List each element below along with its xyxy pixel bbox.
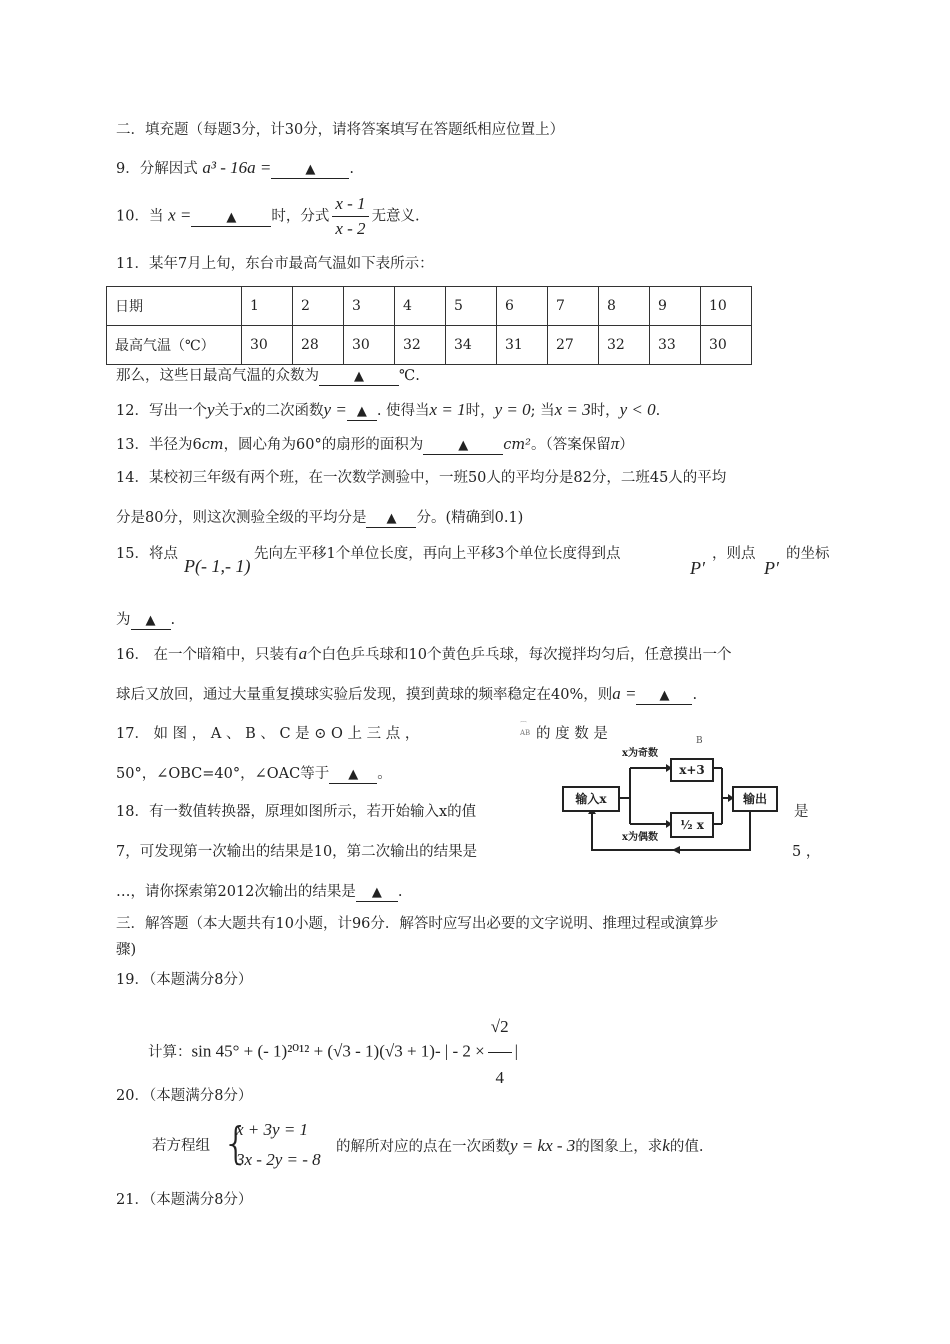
table-cell: 30 xyxy=(701,326,752,365)
table-row xyxy=(107,326,752,365)
q13-text-d: ） xyxy=(619,437,634,453)
q18-line3 xyxy=(116,882,403,902)
table-cell: 8 xyxy=(599,287,650,326)
q11-after: 那么，这些日最高气温的众数为 xyxy=(116,368,319,384)
flow-op-even-box: ½ x xyxy=(670,812,714,838)
table-cell: 34 xyxy=(446,326,497,365)
q17-line2-text: 50°，∠OBC=40°，∠OAC等于 xyxy=(116,766,330,782)
q10-denominator: x - 2 xyxy=(335,219,366,238)
q12-x: x xyxy=(243,400,252,419)
q15-p-prime-2: P′ xyxy=(764,558,779,578)
q9-expression: a³ - 16a = xyxy=(202,158,272,177)
q16-var: a xyxy=(298,644,308,663)
q19-expr: sin 45° + (- 1)²⁰¹² + (√3 - 1)(√3 + 1)- | - 2 × xyxy=(191,1041,485,1061)
arc-ab-symbol: ⌒ AB xyxy=(520,721,531,737)
question-13 xyxy=(116,434,634,455)
q13-pi: π xyxy=(610,434,620,453)
q12-answer-blank xyxy=(347,403,377,421)
q12-text-c: 的二次函数 xyxy=(251,403,324,419)
section3-line2: 骤) xyxy=(116,942,137,958)
q9-answer-blank xyxy=(271,161,349,179)
table-cell: 6 xyxy=(497,287,548,326)
q12-yeq: y = xyxy=(323,400,347,419)
q12-text-e: 时， xyxy=(465,403,495,419)
q10-mid: 时，分式 xyxy=(271,208,330,225)
q20-function: y = kx - 3 xyxy=(510,1136,576,1155)
question-12 xyxy=(116,400,660,421)
q11-text: 11．某年7月上旬，东台市最高气温如下表所示： xyxy=(116,256,434,272)
q17-line1b: 的 度 数 是 xyxy=(536,726,608,742)
q20-text-d: 的值. xyxy=(669,1139,704,1155)
table-cell: 32 xyxy=(599,326,650,365)
flow-op-odd-box: x+3 xyxy=(670,758,714,782)
q11-answer-line xyxy=(116,366,420,386)
answer-triangle-icon: ▲ xyxy=(659,688,670,703)
table-cell: 32 xyxy=(395,326,446,365)
q18-line2: 7，可发现第一次输出的结果是10，第二次输出的结果是 xyxy=(116,844,478,860)
q15-line2-text: 为 xyxy=(116,612,131,628)
q9-number: 9．分解因式 xyxy=(116,161,198,177)
table-row xyxy=(107,287,752,326)
answer-triangle-icon: ▲ xyxy=(354,369,364,384)
q15-line2 xyxy=(116,610,175,630)
q15-label-c: ，则点 xyxy=(712,546,756,562)
q12-text-f: ; 当 xyxy=(530,403,555,419)
answer-triangle-icon: ▲ xyxy=(386,511,397,526)
question-10 xyxy=(116,192,420,241)
question-16-line1 xyxy=(116,644,732,665)
q13-answer-blank xyxy=(423,437,503,455)
q12-text-h: . xyxy=(655,403,661,419)
q20-text-a: 若方程组 xyxy=(152,1138,210,1154)
q10-answer-blank xyxy=(191,209,271,227)
table-cell: 30 xyxy=(242,326,293,365)
q18-line1: 18．有一数值转换器，原理如图所示，若开始输入x的值 xyxy=(116,804,477,820)
q17-answer-blank xyxy=(329,766,377,784)
flow-input-box: 输入x xyxy=(562,786,620,812)
q16-answer-blank xyxy=(636,687,692,705)
q18-end: . xyxy=(397,884,403,900)
q20-head: 20．（本题满分8分） xyxy=(116,1088,253,1104)
table-cell: 30 xyxy=(344,326,395,365)
q16-end: . xyxy=(692,687,698,703)
q19-fraction xyxy=(488,1002,512,1103)
q16-line2-text: 球后又放回，通过大量重复摸球实验后发现，摸到黄球的频率稳定在40%，则 xyxy=(116,687,613,703)
q13-cm: cm xyxy=(201,437,224,453)
table-cell: 2 xyxy=(293,287,344,326)
flow-odd-label: x为奇数 xyxy=(622,748,658,759)
q11-answer-blank xyxy=(319,368,399,386)
q20-brace: { xyxy=(222,1118,250,1169)
q16-text-a: 16． 在一个暗箱中，只装有 xyxy=(116,647,299,663)
q10-variable: x = xyxy=(168,205,192,225)
section2-heading: 二．填充题（每题3分，计30分，请将答案填写在答题纸相应位置上） xyxy=(116,122,565,138)
q20-text-c: 的图象上，求 xyxy=(575,1139,663,1155)
q18-answer-blank xyxy=(356,884,398,902)
q13-text-b: ，圆心角为60°的扇形的面积为 xyxy=(223,437,424,453)
table-cell: 9 xyxy=(650,287,701,326)
q10-numerator: x - 1 xyxy=(332,192,368,217)
q12-text-a: 12．写出一个 xyxy=(116,403,207,419)
flow-even-label: x为偶数 xyxy=(622,832,658,843)
answer-triangle-icon: ▲ xyxy=(458,438,469,453)
q14-line2 xyxy=(116,508,523,528)
table-cell: 31 xyxy=(497,326,548,365)
q9-end: . xyxy=(349,161,354,177)
table-cell: 33 xyxy=(650,326,701,365)
answer-triangle-icon: ▲ xyxy=(348,767,359,782)
diagram-corner-label: B xyxy=(696,736,703,746)
q19-end: | xyxy=(514,1041,519,1061)
q16-aeq: a = xyxy=(612,684,637,703)
answer-triangle-icon: ▲ xyxy=(371,885,382,900)
table-cell: 10 xyxy=(701,287,752,326)
table-cell: 5 xyxy=(446,287,497,326)
q13-text-c: 。（答案保留 xyxy=(530,437,611,453)
q15-label-a: 15．将点 xyxy=(116,546,178,562)
q19-frac-den: 4 xyxy=(495,1068,504,1087)
q15-end: . xyxy=(170,612,176,628)
table-cell: 4 xyxy=(395,287,446,326)
q16-text-b: 个白色乒乓球和10个黄色乒乓球，每次搅拌均匀后，任意摸出一个 xyxy=(307,647,732,663)
q10-fraction xyxy=(332,192,368,241)
q12-x3: x = 3 xyxy=(554,400,591,419)
answer-triangle-icon: ▲ xyxy=(356,404,367,419)
row1-label: 日期 xyxy=(107,287,242,326)
q10-end: 无意义. xyxy=(371,208,420,225)
q12-text-d: . 使得当 xyxy=(376,403,430,419)
q10-number: 10．当 xyxy=(116,208,164,225)
q17-end: 。 xyxy=(377,766,392,782)
table-cell: 28 xyxy=(293,326,344,365)
q15-p-prime-1: P′ xyxy=(690,558,705,578)
q19-label: 计算： xyxy=(148,1044,192,1061)
q20-text-b: 的解所对应的点在一次函数 xyxy=(336,1139,510,1155)
section3-line1: 三．解答题（本大题共有10小题，计96分．解答时应写出必要的文字说明、推理过程或演算步 xyxy=(116,916,719,932)
q17-line1: 17． 如 图 ， A 、 B 、 C 是 ⊙ O 上 三 点 ， xyxy=(116,726,420,742)
answer-triangle-icon: ▲ xyxy=(226,209,237,225)
q15-answer-blank xyxy=(131,612,171,630)
q18-line2b: 5 ， xyxy=(792,844,821,860)
q13-unit: cm² xyxy=(503,437,531,453)
answer-triangle-icon: ▲ xyxy=(145,613,156,628)
flow-output-box: 输出 xyxy=(732,786,778,812)
q19-head: 19．（本题满分8分） xyxy=(116,972,253,988)
q11-unit: ℃. xyxy=(399,368,420,384)
q13-text-a: 13．半径为6 xyxy=(116,437,202,453)
q21-head: 21．（本题满分8分） xyxy=(116,1192,253,1208)
q12-y0: y = 0 xyxy=(494,400,531,419)
q12-text-b: 关于 xyxy=(214,403,244,419)
q14-answer-blank xyxy=(366,510,416,528)
answer-triangle-icon: ▲ xyxy=(305,162,316,177)
question-9 xyxy=(116,158,354,179)
temperature-table xyxy=(106,286,752,365)
q15-label-d: 的坐标 xyxy=(786,546,830,562)
q12-ylt: y < 0 xyxy=(619,400,656,419)
number-converter-diagram xyxy=(560,736,780,858)
q17-line2 xyxy=(116,764,392,784)
table-cell: 7 xyxy=(548,287,599,326)
row2-label: 最高气温（℃） xyxy=(107,326,242,365)
q18-line3-text: …，请你探索第2012次输出的结果是 xyxy=(116,884,356,900)
q14-line2b: 分。(精确到0.1) xyxy=(416,510,524,526)
table-cell: 27 xyxy=(548,326,599,365)
q15-point: P(- 1,- 1) xyxy=(184,556,251,576)
q15-label-b: 先向左平移1个单位长度，再向上平移3个单位长度得到点 xyxy=(254,546,621,562)
q12-x1: x = 1 xyxy=(429,400,466,419)
q12-text-g: 时， xyxy=(590,403,620,419)
table-cell: 3 xyxy=(344,287,395,326)
table-cell: 1 xyxy=(242,287,293,326)
q14-line1: 14．某校初三年级有两个班，在一次数学测验中，一班50人的平均分是82分，二班45人的平均 xyxy=(116,470,727,486)
q12-y: y xyxy=(206,400,215,419)
q20-rest xyxy=(336,1136,703,1157)
q14-line2a: 分是80分，则这次测验全级的平均分是 xyxy=(116,510,367,526)
q20-eq2: 3x - 2y = - 8 xyxy=(236,1150,321,1169)
q18-line1b: 是 xyxy=(794,804,809,820)
q20-eq1: x + 3y = 1 xyxy=(236,1120,309,1139)
q20-k: k xyxy=(662,1136,670,1155)
question-16-line2 xyxy=(116,684,697,705)
q19-frac-num: √2 xyxy=(488,1002,512,1053)
